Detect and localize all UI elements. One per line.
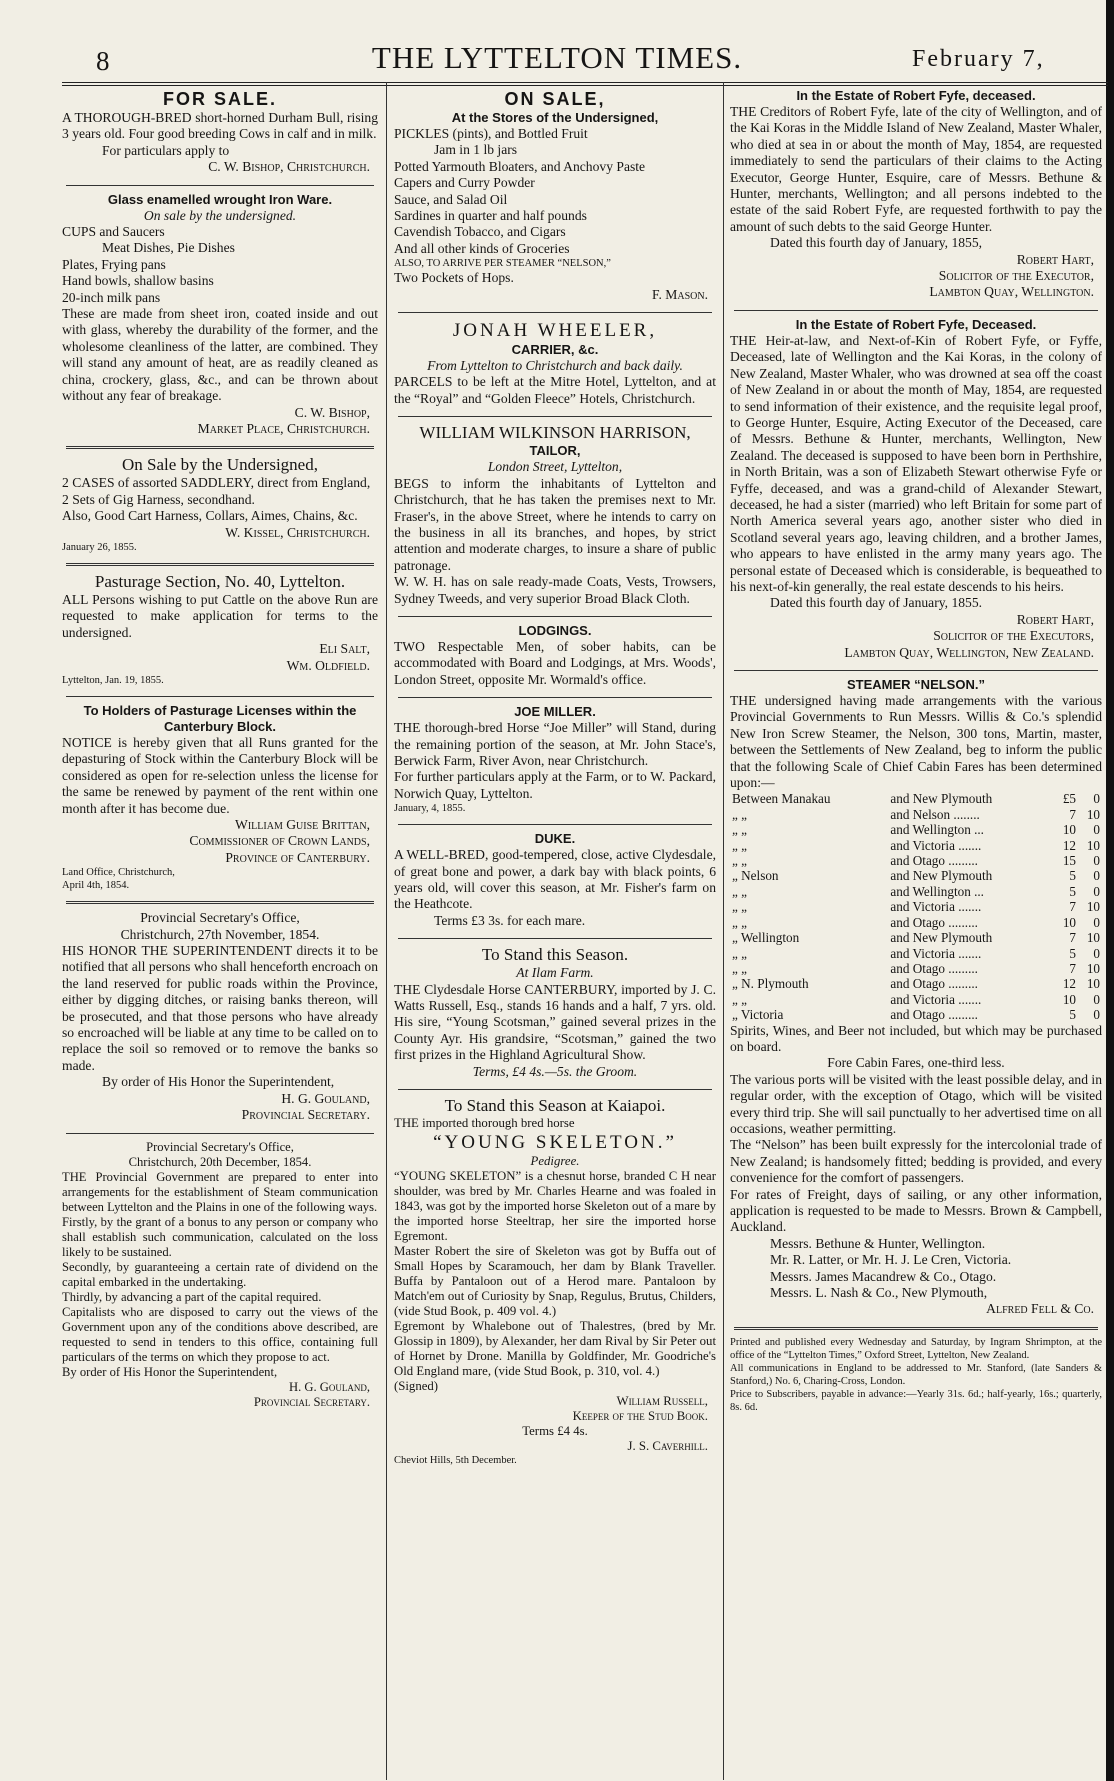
fare-to: and Otago ......... xyxy=(890,1007,978,1023)
imprint-line: Price to Subscribers, payable in advance:—Yearly 31s. 6d.; half-yearly, 16s.; quarterly, 8s. 6d. xyxy=(730,1388,1102,1413)
fare-to: and Otago ......... xyxy=(890,976,978,992)
fare-from: „ „ xyxy=(732,899,748,915)
list-item: ALSO, TO ARRIVE PER STEAMER “NELSON,” xyxy=(394,258,611,270)
ad-superintendent-roads xyxy=(62,910,378,1127)
fare-row xyxy=(730,992,1102,1007)
fare-row xyxy=(730,853,1102,868)
fare-to: and Wellington ... xyxy=(890,883,984,899)
agent-line: Messrs. James Macandrew & Co., Otago. xyxy=(770,1268,997,1284)
list-item: PICKLES (pints), and Bottled Fruit xyxy=(394,126,588,141)
ad-signature: Robert Hart, xyxy=(1016,251,1094,267)
ad-body: THE undersigned having made arrangements with the various Provincial Governments to Run Messrs. Willis & Co.'s splendid New Iron Screw Steamer, the Nelson, 300 tons, Martin, master, between the Settlements of New Zealand, beg to inform the public that the following Scale of Chief Cabin Fares has been determined upon:— xyxy=(730,693,1102,791)
ad-body: “YOUNG SKELETON” is a chesnut horse, branded C H near shoulder, was bred by Mr. Charles Hearne and was foaled in 1843, was got by the imported horse Skeleton out of a mare by the imported horse Steeltrap, her sire the imported horse Egremont. xyxy=(394,1169,716,1244)
ad-duke xyxy=(394,831,716,933)
ad-lodgings xyxy=(394,623,716,692)
ad-iron-ware xyxy=(62,192,378,442)
ad-signature: C. W. Bishop, Christchurch. xyxy=(208,159,370,175)
ad-separator xyxy=(66,446,374,449)
ad-young-skeleton xyxy=(394,1096,716,1471)
fare-row xyxy=(730,930,1102,945)
fare-shillings: 0 xyxy=(1093,991,1100,1007)
fare-from: „ „ xyxy=(732,991,748,1007)
ad-body: Fore Cabin Fares, one-third less. xyxy=(827,1055,1005,1071)
ad-heading: DUKE. xyxy=(534,831,576,847)
ad-signature: Solicitor of the Executor, xyxy=(938,268,1094,284)
fare-row xyxy=(730,822,1102,837)
ad-heading: JOE MILLER. xyxy=(514,704,596,720)
ad-signature: Province of Canterbury. xyxy=(225,849,370,865)
ad-separator xyxy=(398,938,712,939)
fare-from: „ „ xyxy=(732,883,748,899)
masthead-rule xyxy=(62,82,1108,83)
horse-name: “YOUNG SKELETON.” xyxy=(433,1132,677,1154)
ad-harrison-tailor xyxy=(394,423,716,611)
ad-signature: Eli Salt, xyxy=(319,641,370,657)
ad-saddlery xyxy=(62,455,378,558)
ad-date: April 4th, 1854. xyxy=(62,880,130,892)
ad-heading: To Stand this Season at Kaiapoi. xyxy=(444,1096,666,1116)
ad-heading: In the Estate of Robert Fyfe, deceased. xyxy=(796,88,1036,103)
masthead-rule-2 xyxy=(62,85,1108,86)
ad-body: The “Nelson” has been built expressly for the intercolonial trade of New Zealand; is handsomely fitted; bedding is provided, and every convenience for the comfort of passengers. xyxy=(730,1137,1102,1186)
ad-signature: Wm. Oldfield. xyxy=(286,657,370,673)
ad-signature: Solicitor of the Executors, xyxy=(933,628,1094,644)
fare-pounds: 10 xyxy=(1062,822,1076,838)
ad-fyfe-heir xyxy=(730,317,1102,665)
fare-from: „ „ xyxy=(732,822,748,838)
ad-body: THE thorough-bred Horse “Joe Miller” will Stand, during the remaining portion of the season, at Mr. John Stace's, Berwick Farm, River Avon, near Christchurch. xyxy=(394,720,716,768)
ad-heading: To Holders of Pasturage Licenses within the Canterbury Block. xyxy=(83,702,357,734)
ad-heading: WILLIAM WILKINSON HARRISON, xyxy=(419,423,691,443)
fare-to: and Otago ......... xyxy=(890,960,978,976)
fare-from: „ „ xyxy=(732,806,748,822)
fares-table xyxy=(730,791,1102,1022)
fare-pounds: 7 xyxy=(1069,806,1076,822)
agent-line: Messrs. L. Nash & Co., New Plymouth, xyxy=(770,1285,988,1301)
fare-pounds: 7 xyxy=(1069,899,1076,915)
fare-from: „ Nelson xyxy=(732,868,779,884)
list-item: Potted Yarmouth Bloaters, and Anchovy Paste xyxy=(394,158,646,174)
fare-shillings: 0 xyxy=(1093,853,1100,869)
ad-date: Lyttelton, Jan. 19, 1855. xyxy=(62,674,164,686)
list-item: Capers and Curry Powder xyxy=(394,175,535,191)
ad-separator xyxy=(734,670,1098,671)
fare-row xyxy=(730,868,1102,883)
ad-separator xyxy=(66,563,374,566)
fare-row xyxy=(730,915,1102,930)
imprint xyxy=(730,1336,1102,1418)
ad-signature: W. Kissel, Christchurch. xyxy=(225,524,370,540)
column-2 xyxy=(394,88,716,1778)
ad-separator xyxy=(66,696,374,697)
fare-from: „ N. Plymouth xyxy=(732,976,809,992)
fare-pounds: 5 xyxy=(1069,1007,1076,1023)
fare-row xyxy=(730,1007,1102,1022)
ad-dated: Dated this fourth day of January, 1855, xyxy=(770,235,983,251)
fare-pounds: 12 xyxy=(1062,837,1076,853)
ad-heading: JONAH WHEELER, xyxy=(452,320,658,342)
fare-shillings: 10 xyxy=(1086,976,1100,992)
fare-shillings: 10 xyxy=(1086,837,1100,853)
page-number: 8 xyxy=(96,46,110,76)
page-edge-shadow xyxy=(1106,0,1114,1781)
fare-to: and Victoria ....... xyxy=(890,991,982,1007)
ad-signature: Provincial Secretary. xyxy=(241,1107,370,1123)
ad-heading: Pasturage Section, No. 40, Lyttelton. xyxy=(94,571,346,591)
ad-place: Cheviot Hills, 5th December. xyxy=(394,1455,517,1467)
agent-line: Mr. R. Latter, or Mr. H. J. Le Cren, Victoria. xyxy=(770,1252,1012,1268)
ad-subheading: On sale by the undersigned. xyxy=(143,207,297,223)
fare-row xyxy=(730,807,1102,822)
issue-date: February 7, xyxy=(912,46,1045,72)
fare-row xyxy=(730,791,1102,806)
ad-body: Spirits, Wines, and Beer not included, but which may be purchased on board. xyxy=(730,1022,1102,1054)
ad-office: Provincial Secretary's Office, xyxy=(140,910,300,926)
ad-terms: Terms £4 4s. xyxy=(522,1424,588,1439)
ad-body: PARCELS to be left at the Mitre Hotel, Lyttelton, and at the “Royal” and “Golden Fleece” Hotels, Christchurch. xyxy=(394,374,716,406)
list-item: Sardines in quarter and half pounds xyxy=(394,208,587,224)
column-1 xyxy=(62,88,378,1778)
ad-order: By order of His Honor the Superintendent, xyxy=(102,1074,335,1090)
ad-body: Secondly, by guaranteeing a certain rate of dividend on the capital embarked in the undertaking. xyxy=(62,1259,378,1289)
ad-body: THE Provincial Government are prepared to enter into arrangements for the establishment of Steam communication between Lyttelton and the Plains in one of the following ways. xyxy=(62,1169,378,1214)
ad-pasturage xyxy=(62,572,378,691)
ad-contact: For particulars apply to xyxy=(102,142,230,158)
ad-body: THE Creditors of Robert Fyfe, late of the city of Wellington, and of the Kai Koras in the Middle Island of New Zealand, Master Whaler, who died at sea in or about the month of May, 1854, are requested immediately to send the particulars of their claims to the Acting Executor, George Hunter, Esquire, care of Messrs. Bethune & Hunter, merchants, Wellington; and all persons indebted to the estate of the said Robert Fyfe, are requested forthwith to pay the amount of such debts to the said George Hunter. xyxy=(730,104,1102,234)
ad-heading: STEAMER “NELSON.” xyxy=(847,677,985,692)
ad-separator xyxy=(66,901,374,904)
ad-separator xyxy=(398,416,712,417)
ad-signature: Alfred Fell & Co. xyxy=(986,1301,1094,1317)
ad-address: London Street, Lyttelton, xyxy=(487,459,623,475)
ad-dated: Dated this fourth day of January, 1855. xyxy=(770,595,983,611)
ad-heading: FOR SALE. xyxy=(162,89,277,109)
ad-body: Firstly, by the grant of a bonus to any person or company who shall establish such communication, calculated on the loss likely to be sustained. xyxy=(62,1214,378,1259)
fare-to: and Otago ......... xyxy=(890,914,978,930)
ad-signature: William Russell, xyxy=(616,1394,708,1409)
list-item: 20-inch milk pans xyxy=(62,289,161,305)
list-item: Meat Dishes, Pie Dishes xyxy=(102,240,235,256)
ad-signature: Lambton Quay, Wellington, New Zealand. xyxy=(844,644,1094,660)
ad-signature: Lambton Quay, Wellington. xyxy=(929,284,1094,300)
fare-to: and Victoria ....... xyxy=(890,899,982,915)
list-item: And all other kinds of Groceries xyxy=(394,240,570,256)
ad-body: These are made from sheet iron, coated inside and out with glass, whereby the durability of the former, and the wholesome cleanliness of the latter, are combined. They will stand any amount of heat, are as readily cleaned as china, crockery, glass, &c., and can be thrown about without any fear of breakage. xyxy=(62,306,378,404)
fare-from: „ Victoria xyxy=(732,1007,784,1023)
fare-row xyxy=(730,899,1102,914)
ad-place: At Ilam Farm. xyxy=(516,965,594,981)
fare-shillings: 0 xyxy=(1093,822,1100,838)
ad-body: Also, Good Cart Harness, Collars, Aimes, Chains, &c. xyxy=(62,508,358,524)
ad-body: W. W. H. has on sale ready-made Coats, Vests, Trowsers, Sydney Tweeds, and very superior Broad Black Cloth. xyxy=(394,574,716,606)
ad-body: THE Clydesdale Horse CANTERBURY, imported by J. C. Watts Russell, Esq., stands 16 hands and a half, 7 yrs. old. His sire, “Young Scotsman,” gained several prizes in the County Ayr. His grandsire, “Scotsman,” gained the two first prizes in the Highland Agricultural Show. xyxy=(394,981,716,1063)
ad-subheading: At the Stores of the Undersigned, xyxy=(451,110,659,125)
fare-row xyxy=(730,976,1102,991)
list-item: Sauce, and Salad Oil xyxy=(394,191,508,207)
column-divider-1 xyxy=(386,82,387,1780)
ad-separator xyxy=(734,1327,1098,1330)
fare-pounds: 7 xyxy=(1069,960,1076,976)
fare-shillings: 10 xyxy=(1086,930,1100,946)
fare-shillings: 0 xyxy=(1093,868,1100,884)
ad-trade: TAILOR, xyxy=(529,443,581,459)
imprint-line: Printed and published every Wednesday and Saturday, by Ingram Shrimpton, at the office of the “Lyttelton Times,” Oxford Street, Lyttelton, New Zealand. xyxy=(730,1336,1102,1361)
ad-date: Land Office, Christchurch, xyxy=(62,867,175,879)
ad-separator xyxy=(398,312,712,313)
ad-steamer-nelson xyxy=(730,677,1102,1322)
ad-separator xyxy=(398,1089,712,1090)
list-item: Two Pockets of Hops. xyxy=(394,270,514,286)
ad-signature: Keeper of the Stud Book. xyxy=(572,1409,708,1424)
fare-shillings: 0 xyxy=(1093,945,1100,961)
ad-office: Provincial Secretary's Office, xyxy=(146,1139,294,1154)
fare-pounds: 12 xyxy=(1062,976,1076,992)
list-item: Jam in 1 lb jars xyxy=(434,142,518,158)
ad-body: Capitalists who are disposed to carry out the views of the Government upon any of the conditions above described, are requested to send in tenders to this office, containing full particulars of the terms on which they propose to act. xyxy=(62,1304,378,1364)
ad-body: Egremont by Whalebone out of Thalestres, (bred by Mr. Glossip in 1809), by Alexander, her dam Rival by Sir Peter out of Hornet by Drone. Manilla by Goldfinder, Mr. Goodriche's Old England mare, (vide Stud Book, p. 310, vol. 4.) xyxy=(394,1319,716,1379)
fare-from: „ Wellington xyxy=(732,930,800,946)
list-item: Hand bowls, shallow basins xyxy=(62,273,214,289)
fare-to: and Wellington ... xyxy=(890,822,984,838)
ad-body: For rates of Freight, days of sailing, or any other information, application is requested to be made to Messrs. Brown & Campbell, Auckland. xyxy=(730,1186,1102,1235)
fare-from: „ „ xyxy=(732,853,748,869)
column-3 xyxy=(730,88,1102,1778)
fare-from: „ „ xyxy=(732,960,748,976)
ad-signature: J. S. Caverhill. xyxy=(627,1439,708,1454)
fare-pounds: 10 xyxy=(1062,914,1076,930)
newspaper-title: THE LYTTELTON TIMES. xyxy=(371,40,743,75)
ad-body: A WELL-BRED, good-tempered, close, active Clydesdale, of great bone and power, a dark bay with black points, 6 years old, will cover this season, at Mr. Fisher's farm on the Heathcote. xyxy=(394,847,716,912)
masthead xyxy=(0,0,1114,86)
ad-for-sale xyxy=(62,88,378,180)
ad-signed: (Signed) xyxy=(394,1379,439,1394)
fare-row xyxy=(730,946,1102,961)
ad-order: By order of His Honor the Superintendent, xyxy=(62,1364,278,1379)
fare-row xyxy=(730,884,1102,899)
fare-pounds: 15 xyxy=(1062,853,1076,869)
fare-to: and New Plymouth xyxy=(890,930,993,946)
ad-signature: H. G. Gouland, xyxy=(288,1379,370,1394)
fare-to: and Victoria ....... xyxy=(890,945,982,961)
fare-shillings: 0 xyxy=(1093,1007,1100,1023)
imprint-line: All communications in England to be addressed to Mr. Stanford, (late Sanders & Stanford,) No. 6, Charing-Cross, London. xyxy=(730,1362,1102,1387)
ad-route: From Lyttelton to Christchurch and back daily. xyxy=(427,358,683,374)
fare-shillings: 10 xyxy=(1086,899,1100,915)
ad-date: January 26, 1855. xyxy=(62,541,137,553)
ad-body: A THOROUGH-BRED short-horned Durham Bull, rising 3 years old. Four good breeding Cows in calf and in milk. xyxy=(62,110,378,142)
ad-body: BEGS to inform the inhabitants of Lyttelton and Christchurch, that he has taken the premises next to Mr. Fraser's, in the above Street, where he intends to carry on the business in all its branches, and hopes, by strict attention and moderate charges, to insure a share of public patronage. xyxy=(394,475,716,573)
fare-pounds: £5 xyxy=(1062,791,1076,807)
ad-steam-communication xyxy=(62,1140,378,1414)
fare-shillings: 10 xyxy=(1086,960,1100,976)
fare-shillings: 0 xyxy=(1093,914,1100,930)
fare-from: Between Manakau xyxy=(732,791,831,807)
fare-pounds: 5 xyxy=(1069,945,1076,961)
list-item: Plates, Frying pans xyxy=(62,256,166,272)
ad-body: 2 CASES of assorted SADDLERY, direct from England, xyxy=(62,475,371,491)
ad-signature-place: Market Place, Christchurch. xyxy=(197,420,370,436)
ad-signature: C. W. Bishop, xyxy=(294,404,370,420)
ad-terms: Terms, £4 4s.—5s. the Groom. xyxy=(472,1063,638,1079)
list-item: CUPS and Saucers xyxy=(62,224,165,240)
ad-pasturage-licenses xyxy=(62,703,378,896)
ad-date: Christchurch, 20th December, 1854. xyxy=(128,1154,312,1169)
ad-signature: H. G. Gouland, xyxy=(281,1090,370,1106)
ad-trade: CARRIER, &c. xyxy=(511,342,599,358)
ad-separator xyxy=(734,310,1098,311)
ad-body: 2 Sets of Gig Harness, secondhand. xyxy=(62,491,255,507)
fare-pounds: 5 xyxy=(1069,868,1076,884)
ad-body: ALL Persons wishing to put Cattle on the above Run are requested to make application for terms to the undersigned. xyxy=(62,591,378,640)
fare-row xyxy=(730,838,1102,853)
fare-to: and Victoria ....... xyxy=(890,837,982,853)
fare-pounds: 5 xyxy=(1069,883,1076,899)
ad-heading: In the Estate of Robert Fyfe, Deceased. xyxy=(795,316,1037,332)
ad-signature: F. Mason. xyxy=(652,286,708,302)
ad-canterbury-horse xyxy=(394,945,716,1084)
ad-separator xyxy=(66,185,374,186)
ad-signature: Provincial Secretary. xyxy=(253,1394,370,1409)
fare-shillings: 0 xyxy=(1093,883,1100,899)
ad-terms: Terms £3 3s. for each mare. xyxy=(434,912,586,928)
ad-heading: On Sale by the Undersigned, xyxy=(122,455,318,475)
fare-shillings: 0 xyxy=(1093,791,1100,807)
ad-body: The various ports will be visited with the least possible delay, and in regular order, with the exception of Otago, which will be visited every third trip. She will sail punctually to her advertised time on all occasions, weather permitting. xyxy=(730,1071,1102,1136)
fare-row xyxy=(730,961,1102,976)
ad-body: NOTICE is hereby given that all Runs granted for the depasturing of Stock within the Canterbury Block will be considered as open for re-selection unless the license for the same be renewed by payment of the rent within one month after it has become due. xyxy=(62,734,378,816)
fare-pounds: 7 xyxy=(1069,930,1076,946)
ad-date: January, 4, 1855. xyxy=(394,803,466,815)
fare-from: „ „ xyxy=(732,837,748,853)
fare-pounds: 10 xyxy=(1062,991,1076,1007)
fare-to: and New Plymouth xyxy=(890,791,993,807)
ad-fyfe-creditors xyxy=(730,88,1102,305)
ad-heading: To Stand this Season. xyxy=(481,945,629,965)
column-divider-2 xyxy=(723,82,724,1780)
ad-separator xyxy=(66,1133,374,1134)
ad-signature: William Guise Brittan, xyxy=(235,817,370,832)
ad-joe-miller xyxy=(394,704,716,819)
ad-body: TWO Respectable Men, of sober habits, can be accommodated with Board and Lodgings, at Mrs. Woods', London Street, opposite Mr. Wormald's office. xyxy=(394,638,716,687)
ad-pedigree: Pedigree. xyxy=(530,1154,580,1169)
fare-to: and Nelson ........ xyxy=(890,806,980,822)
ad-body: Master Robert the sire of Skeleton was got by Buffa out of Small Hopes by Scaramouch, her dam by Blank Traveller. Buffa by Pantaloon out of a Herod mare. Pantaloon by Match'em out of Curiosity by Snap, Regulus, Brutus, Childers, (vide Stud Book, p. 409 vol. 4.) xyxy=(394,1244,716,1319)
agent-line: Messrs. Bethune & Hunter, Wellington. xyxy=(770,1235,986,1251)
ad-signature: Robert Hart, xyxy=(1016,611,1094,627)
ad-date: Christchurch, 27th November, 1854. xyxy=(120,926,320,942)
ad-body: Thirdly, by advancing a part of the capital required. xyxy=(62,1289,322,1304)
ad-body: HIS HONOR THE SUPERINTENDENT directs it to be notified that all persons who shall henceforth encroach on the land reserved for public roads within the Province, either by digging ditches, or raising banks thereon, will be prosecuted, and that those persons who have already so encroached will be liable at any time to be called on to replace the soil so removed or to remove the banks so made. xyxy=(62,943,378,1073)
fare-to: and New Plymouth xyxy=(890,868,993,884)
fare-to: and Otago ......... xyxy=(890,853,978,869)
fare-from: „ „ xyxy=(732,945,748,961)
ad-separator xyxy=(398,697,712,698)
ad-body: For further particulars apply at the Farm, or to W. Packard, Norwich Quay, Lyttelton. xyxy=(394,769,716,801)
ad-separator xyxy=(398,616,712,617)
ad-on-sale xyxy=(394,88,716,307)
ad-heading: LODGINGS. xyxy=(518,622,592,638)
ad-heading: ON SALE, xyxy=(504,89,606,109)
ad-heading: Glass enamelled wrought Iron Ware. xyxy=(107,191,333,207)
ad-body: THE imported thorough bred horse xyxy=(394,1116,575,1131)
ad-body: THE Heir-at-law, and Next-of-Kin of Robert Fyfe, or Fyffe, Deceased, late of Wellington and the Kai Koras, in the colony of New Zealand, Master Whaler, who was drowned at sea off the coast of New Zealand in or about the month of May, 1854, are requested to send information of their existence, and the requisite legal proof, to George Hunter, Esquire, Acting Executor of the Deceased, care of Messrs. Bethune & Hunter, merchants, Wellington, New Zealand. The deceased is supposed to have been born in Perthshire, in North Britain, was a son of Elizabeth Stewart otherwise Fyfe or Fyffe, deceased, and was a grand-child of Alexander Stewart, deceased, he had a sister (married) who left Britain for some part of North America several years ago, another sister who died in Scotland several years ago, leaving children, and a brother James, who appears to have enlisted in the army many years ago. The personal estate of Deceased which is considerable, is bequeathed to his next-of-kin generally, the real estate descends to his heirs. xyxy=(730,332,1102,594)
fare-shillings: 10 xyxy=(1086,806,1100,822)
fare-from: „ „ xyxy=(732,914,748,930)
ad-separator xyxy=(398,824,712,825)
list-item: Cavendish Tobacco, and Cigars xyxy=(394,224,566,240)
ad-signature: Commissioner of Crown Lands, xyxy=(189,833,370,849)
ad-jonah-wheeler xyxy=(394,319,716,411)
